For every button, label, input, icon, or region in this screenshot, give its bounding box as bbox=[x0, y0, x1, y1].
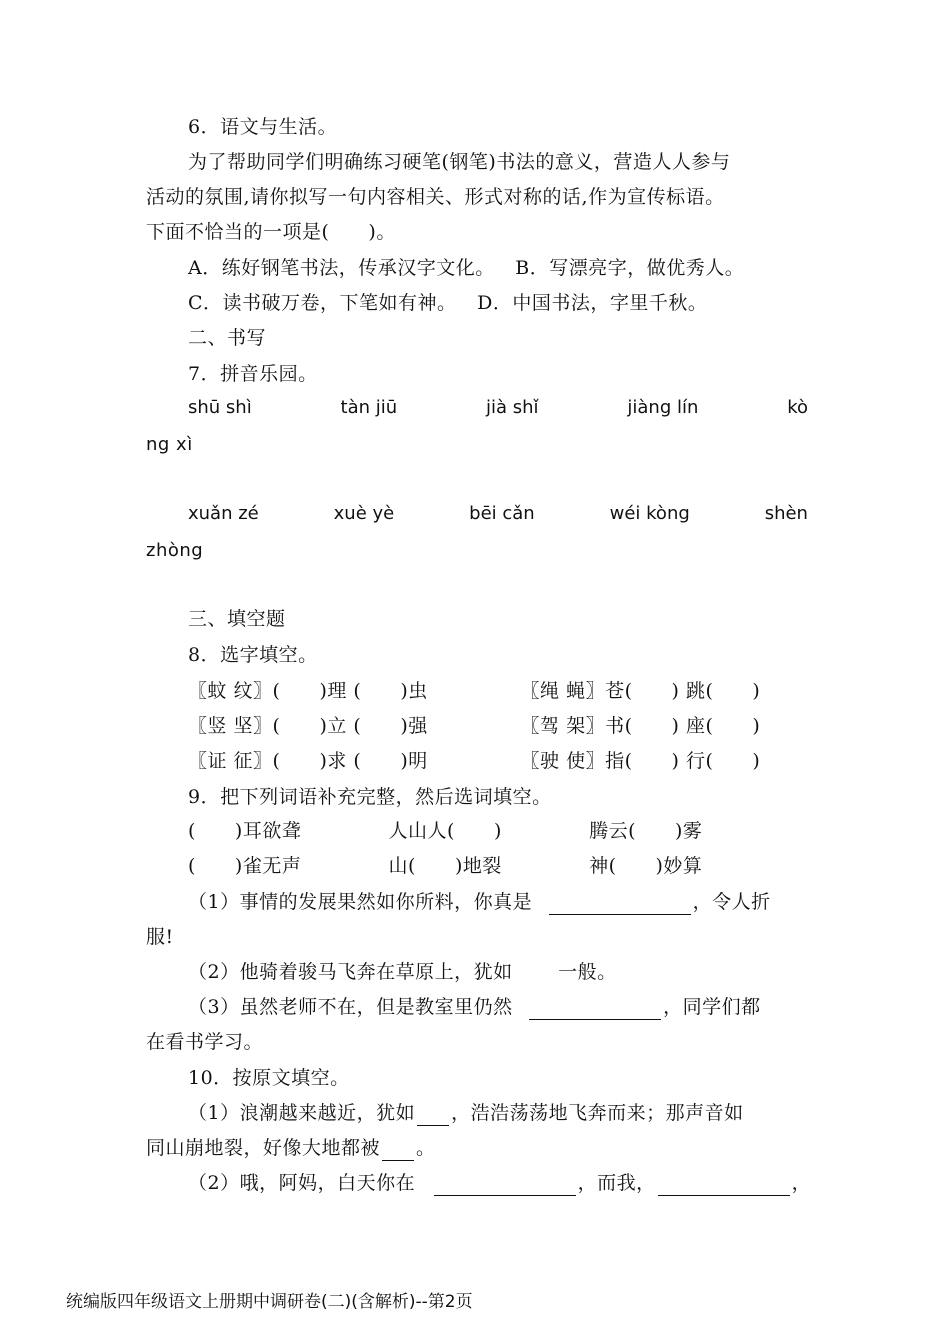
idiom-item: ( )耳欲聋 bbox=[188, 820, 302, 842]
answer-blank[interactable] bbox=[549, 894, 691, 915]
answer-blank[interactable] bbox=[434, 1175, 576, 1196]
q8-row-right: 〖驶 使〗指( ) 行( ) bbox=[520, 750, 761, 772]
sentence-text: 同山崩地裂，好像大地都被 bbox=[146, 1137, 381, 1159]
sentence-text: ，令人折 bbox=[692, 891, 771, 913]
pinyin-item: bēi cǎn bbox=[469, 503, 535, 524]
pinyin-item: kò bbox=[787, 397, 808, 418]
q9-sentence-3 bbox=[188, 994, 761, 1020]
q8-row-right: 〖驾 架〗书( ) 座( ) bbox=[520, 715, 761, 737]
q8-row-2 bbox=[188, 713, 760, 739]
idiom-item: 神( )妙算 bbox=[589, 855, 703, 877]
idiom-item: 山( )地裂 bbox=[388, 855, 502, 877]
q7-pinyin-row-2-wrap: zhòng bbox=[146, 540, 204, 561]
q6-paragraph-line-1: 为了帮助同学们明确练习硬笔(钢笔)书法的意义，营造人人参与 bbox=[188, 151, 731, 173]
q6-option-a: A．练好钢笔书法，传承汉字文化。 bbox=[188, 257, 495, 279]
q6-paragraph-line-3: 下面不恰当的一项是( )。 bbox=[146, 221, 396, 243]
q10-title: 10．按原文填空。 bbox=[188, 1067, 350, 1089]
sentence-text: （1）浪潮越来越近，犹如 bbox=[188, 1102, 416, 1124]
q8-row-left: 〖蚊 纹〗( )理 ( )虫 bbox=[188, 680, 428, 702]
q8-title: 8．选字填空。 bbox=[188, 644, 318, 666]
q6-option-d: D．中国书法，字里千秋。 bbox=[477, 292, 708, 314]
q9-sentence-3-wrap: 在看书学习。 bbox=[146, 1031, 264, 1053]
pinyin-item: jià shǐ bbox=[486, 397, 539, 418]
pinyin-item: wéi kòng bbox=[609, 503, 690, 524]
q8-row-1 bbox=[188, 678, 760, 704]
q7-pinyin-row-1-wrap: ng xì bbox=[146, 434, 193, 455]
q7-title: 7．拼音乐园。 bbox=[188, 363, 318, 385]
q7-pinyin-row-2 bbox=[188, 503, 808, 524]
sentence-text: ，而我， bbox=[577, 1172, 656, 1194]
pinyin-item: jiàng lín bbox=[627, 397, 699, 418]
pinyin-item: shèn bbox=[764, 503, 808, 524]
q10-sentence-1 bbox=[188, 1100, 744, 1126]
q8-row-3 bbox=[188, 748, 760, 774]
sentence-text: ，同学们都 bbox=[663, 996, 761, 1018]
q9-sentence-1 bbox=[188, 889, 771, 915]
pinyin-item: shū shì bbox=[188, 397, 252, 418]
q8-row-right: 〖绳 蝇〗苍( ) 跳( ) bbox=[520, 680, 761, 702]
answer-blank[interactable] bbox=[529, 999, 661, 1020]
pinyin-item: tàn jiū bbox=[340, 397, 398, 418]
q8-row-left: 〖竖 坚〗( )立 ( )强 bbox=[188, 715, 428, 737]
sentence-text: （3）虽然老师不在，但是教室里仍然 bbox=[188, 996, 513, 1018]
q10-sentence-2 bbox=[188, 1170, 811, 1196]
sentence-text: ，浩浩荡荡地飞奔而来；那声音如 bbox=[451, 1102, 744, 1124]
q9-words-row-2 bbox=[188, 853, 702, 879]
q6-paragraph-line-2: 活动的氛围,请你拟写一句内容相关、形式对称的话,作为宣传标语。 bbox=[146, 186, 725, 208]
q8-row-left: 〖证 征〗( )求 ( )明 bbox=[188, 750, 428, 772]
q6-option-c: C．读书破万卷，下笔如有神。 bbox=[188, 292, 457, 314]
sentence-text: （1）事情的发展果然如你所料，你真是 bbox=[188, 891, 533, 913]
q6-title: 6．语文与生活。 bbox=[188, 116, 338, 138]
idiom-item: 腾云( )雾 bbox=[589, 820, 703, 842]
q9-words-row-1 bbox=[188, 818, 702, 844]
q9-title: 9．把下列词语补充完整，然后选词填空。 bbox=[188, 786, 552, 808]
answer-blank[interactable] bbox=[658, 1175, 790, 1196]
q6-options-row-2 bbox=[188, 290, 707, 316]
idiom-item: ( )雀无声 bbox=[188, 855, 302, 877]
q9-sentence-2: （2）他骑着骏马飞奔在草原上，犹如 一般。 bbox=[188, 961, 617, 983]
idiom-item: 人山人( ) bbox=[388, 820, 502, 842]
sentence-text: （2）哦，阿妈，白天你在 bbox=[188, 1172, 416, 1194]
section-heading-writing: 二、书写 bbox=[188, 327, 267, 349]
q6-option-b: B．写漂亮字，做优秀人。 bbox=[515, 257, 745, 279]
page-footer: 统编版四年级语文上册期中调研卷(二)(含解析)--第2页 bbox=[66, 1292, 473, 1312]
section-heading-fill-in: 三、填空题 bbox=[188, 608, 286, 630]
sentence-text: ， bbox=[791, 1172, 812, 1194]
answer-blank[interactable] bbox=[382, 1140, 414, 1161]
q9-sentence-1-wrap: 服! bbox=[146, 926, 174, 948]
pinyin-item: xuè yè bbox=[333, 503, 395, 524]
q6-options-row-1 bbox=[188, 255, 744, 281]
answer-blank[interactable] bbox=[417, 1105, 449, 1126]
pinyin-item: xuǎn zé bbox=[188, 503, 259, 524]
q7-pinyin-row-1 bbox=[188, 397, 808, 418]
sentence-text: 。 bbox=[416, 1137, 436, 1159]
q10-sentence-1-wrap bbox=[146, 1135, 436, 1161]
